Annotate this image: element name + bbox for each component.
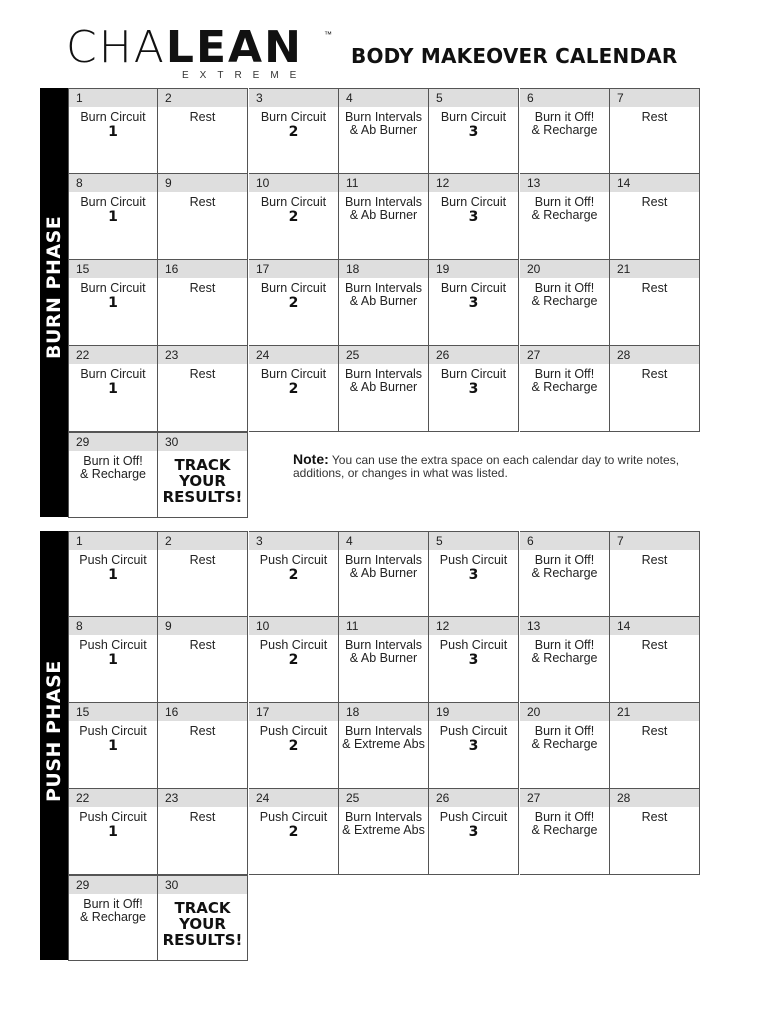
workout-name: Rest	[189, 553, 216, 567]
calendar-day-cell	[158, 174, 248, 260]
day-number: 15	[76, 262, 90, 276]
workout-name: Burn it Off! & Recharge	[531, 195, 598, 222]
calendar-day-cell	[429, 174, 519, 260]
day-number: 19	[436, 262, 450, 276]
day-number: 3	[256, 91, 263, 105]
calendar-day-cell	[249, 617, 339, 703]
calendar-day-cell	[339, 346, 429, 432]
circuit-number: 1	[108, 381, 118, 397]
calendar-day-cell	[429, 789, 519, 875]
day-number: 1	[76, 534, 83, 548]
circuit-number: 2	[288, 295, 299, 311]
day-number: 9	[165, 176, 172, 190]
workout-name: Burn Intervals & Ab Burner	[344, 110, 423, 137]
workout-name: Burn Intervals & Ab Burner	[344, 195, 423, 222]
note-text: You can use the extra space on each calendar day to write notes, additions, or changes in what was listed.	[293, 453, 680, 480]
day-number: 6	[527, 91, 534, 105]
circuit-number: 3	[468, 295, 479, 311]
workout-name: Rest	[641, 367, 668, 381]
workout-name: Push Circuit	[439, 638, 508, 652]
calendar-day-cell	[158, 88, 248, 174]
calendar-day-cell	[68, 703, 158, 789]
workout-name: Rest	[189, 195, 216, 209]
day-number: 7	[617, 91, 624, 105]
page-title: BODY MAKEOVER CALENDAR	[351, 44, 678, 68]
calendar-day-cell	[429, 703, 519, 789]
logo-wordmark-thin: CHA	[66, 22, 166, 73]
calendar-day-cell	[610, 346, 700, 432]
workout-name: Push Circuit	[439, 810, 508, 824]
calendar-day-cell	[339, 789, 429, 875]
calendar-day-cell	[610, 174, 700, 260]
day-number: 21	[617, 705, 631, 719]
workout-name: Burn it Off! & Recharge	[531, 810, 598, 837]
day-number: 25	[346, 348, 360, 362]
workout-name: Burn it Off! & Recharge	[531, 110, 598, 137]
circuit-number: 1	[108, 209, 118, 225]
circuit-number: 1	[108, 738, 118, 754]
day-number: 11	[346, 176, 359, 190]
day-number: 28	[617, 348, 631, 362]
workout-name: Burn Intervals & Ab Burner	[344, 367, 423, 394]
calendar-day-cell	[249, 703, 339, 789]
phase-sidebar	[40, 88, 68, 517]
workout-name: Burn Circuit	[260, 110, 327, 124]
workout-name: Burn Circuit	[80, 195, 146, 209]
day-number: 26	[436, 791, 450, 805]
day-number: 27	[527, 791, 541, 805]
workout-name: Burn Circuit	[440, 281, 507, 295]
workout-name: Push Circuit	[259, 638, 328, 652]
circuit-number: 2	[288, 567, 299, 583]
day-number: 14	[617, 176, 631, 190]
phase-sidebar	[40, 531, 68, 960]
workout-name: Burn it Off! & Recharge	[531, 553, 598, 580]
day-number: 19	[436, 705, 450, 719]
calendar-day-cell	[610, 531, 700, 617]
calendar-day-cell	[68, 432, 158, 518]
circuit-number: 3	[468, 567, 479, 583]
calendar-day-cell	[158, 432, 248, 518]
day-number: 3	[256, 534, 263, 548]
day-number: 30	[165, 878, 179, 892]
phase-label: PUSH PHASE	[43, 660, 65, 802]
day-number: 20	[527, 705, 541, 719]
logo-wordmark	[66, 22, 303, 73]
workout-name: Burn Circuit	[260, 281, 327, 295]
chalean-extreme-logo	[66, 22, 332, 84]
day-number: 10	[256, 619, 270, 633]
day-number: 17	[256, 705, 270, 719]
workout-name: Push Circuit	[439, 724, 508, 738]
day-number: 12	[436, 619, 450, 633]
day-number: 24	[256, 348, 270, 362]
calendar-day-cell	[429, 260, 519, 346]
calendar-day-cell	[610, 88, 700, 174]
workout-name: Rest	[641, 553, 668, 567]
calendar-day-cell	[610, 789, 700, 875]
calendar-day-cell	[68, 875, 158, 961]
circuit-number: 2	[288, 124, 299, 140]
calendar-day-cell	[339, 88, 429, 174]
workout-name: Rest	[641, 810, 668, 824]
day-number: 24	[256, 791, 270, 805]
workout-name: Rest	[641, 724, 668, 738]
workout-name: Burn it Off! & Recharge	[531, 367, 598, 394]
calendar-day-cell	[68, 531, 158, 617]
circuit-number: 1	[108, 124, 118, 140]
day-number: 11	[346, 619, 359, 633]
workout-name: Push Circuit	[259, 810, 328, 824]
track-results-text: TRACK YOUR RESULTS!	[162, 899, 243, 949]
day-number: 13	[527, 619, 541, 633]
calendar-day-cell	[339, 703, 429, 789]
calendar-day-cell	[520, 88, 610, 174]
calendar-day-cell	[610, 617, 700, 703]
calendar-day-cell	[249, 88, 339, 174]
day-number: 26	[436, 348, 450, 362]
day-number: 30	[165, 435, 179, 449]
day-number: 6	[527, 534, 534, 548]
calendar-day-cell	[158, 531, 248, 617]
workout-name: Push Circuit	[79, 553, 147, 567]
logo-trademark: ™	[324, 30, 332, 39]
circuit-number: 3	[468, 209, 479, 225]
workout-name: Burn Circuit	[80, 281, 146, 295]
day-number: 15	[76, 705, 90, 719]
workout-name: Burn it Off! & Recharge	[531, 281, 598, 308]
circuit-number: 3	[468, 124, 479, 140]
calendar-day-cell	[520, 531, 610, 617]
circuit-number: 1	[108, 295, 118, 311]
day-number: 2	[165, 91, 172, 105]
day-number: 4	[346, 91, 353, 105]
day-number: 4	[346, 534, 353, 548]
workout-name: Rest	[189, 110, 216, 124]
day-number: 28	[617, 791, 631, 805]
calendar-day-cell	[520, 703, 610, 789]
workout-name: Rest	[641, 638, 668, 652]
workout-name: Push Circuit	[79, 724, 147, 738]
workout-name: Push Circuit	[79, 638, 147, 652]
workout-name: Push Circuit	[79, 810, 147, 824]
workout-name: Burn Intervals & Ab Burner	[344, 638, 423, 665]
day-number: 22	[76, 791, 90, 805]
day-number: 22	[76, 348, 90, 362]
workout-name: Burn Circuit	[440, 195, 507, 209]
day-number: 20	[527, 262, 541, 276]
circuit-number: 3	[468, 652, 479, 668]
calendar-day-cell	[68, 617, 158, 703]
day-number: 5	[436, 91, 443, 105]
circuit-number: 3	[468, 824, 479, 840]
workout-name: Burn Circuit	[260, 367, 327, 381]
workout-name: Burn Intervals & Ab Burner	[344, 281, 423, 308]
workout-name: Burn it Off! & Recharge	[79, 454, 146, 481]
calendar-day-cell	[520, 260, 610, 346]
calendar-day-cell	[249, 174, 339, 260]
circuit-number: 2	[288, 738, 299, 754]
calendar-day-cell	[429, 531, 519, 617]
workout-name: Push Circuit	[259, 553, 328, 567]
circuit-number: 2	[288, 824, 299, 840]
day-number: 10	[256, 176, 270, 190]
day-number: 1	[76, 91, 83, 105]
day-number: 17	[256, 262, 270, 276]
workout-name: Burn Circuit	[80, 110, 146, 124]
workout-name: Rest	[189, 638, 216, 652]
calendar-day-cell	[158, 703, 248, 789]
calendar-day-cell	[68, 174, 158, 260]
day-number: 8	[76, 176, 83, 190]
day-number: 27	[527, 348, 541, 362]
calendar-day-cell	[339, 531, 429, 617]
calendar-day-cell	[520, 617, 610, 703]
calendar-day-cell	[158, 617, 248, 703]
day-number: 23	[165, 348, 179, 362]
workout-name: Burn it Off! & Recharge	[79, 897, 146, 924]
calendar-day-cell	[249, 531, 339, 617]
workout-name: Rest	[189, 724, 216, 738]
calendar-day-cell	[68, 88, 158, 174]
day-number: 23	[165, 791, 179, 805]
workout-name: Rest	[641, 195, 668, 209]
day-number: 7	[617, 534, 624, 548]
calendar-day-cell	[429, 88, 519, 174]
workout-name: Push Circuit	[439, 553, 508, 567]
workout-name: Rest	[189, 281, 216, 295]
day-number: 12	[436, 176, 450, 190]
circuit-number: 2	[288, 652, 299, 668]
workout-name: Burn Circuit	[80, 367, 146, 381]
workout-name: Push Circuit	[259, 724, 328, 738]
workout-name: Burn Intervals & Ab Burner	[344, 553, 423, 580]
day-number: 21	[617, 262, 631, 276]
day-number: 9	[165, 619, 172, 633]
calendar-day-cell	[158, 875, 248, 961]
circuit-number: 3	[468, 381, 479, 397]
track-results-text: TRACK YOUR RESULTS!	[162, 456, 243, 506]
circuit-number: 1	[108, 567, 118, 583]
workout-name: Rest	[641, 281, 668, 295]
calendar-day-cell	[339, 617, 429, 703]
workout-name: Burn Circuit	[260, 195, 327, 209]
workout-name: Burn Intervals & Extreme Abs	[342, 724, 425, 751]
day-number: 29	[76, 435, 90, 449]
note-label: Note:	[293, 451, 329, 467]
day-number: 14	[617, 619, 631, 633]
calendar-day-cell	[429, 617, 519, 703]
workout-name: Rest	[189, 367, 216, 381]
day-number: 16	[165, 262, 179, 276]
calendar-day-cell	[249, 260, 339, 346]
logo-wordmark-thick: LEAN	[165, 22, 303, 73]
circuit-number: 2	[288, 209, 299, 225]
workout-name: Burn Circuit	[440, 110, 507, 124]
workout-name: Burn it Off! & Recharge	[531, 724, 598, 751]
day-number: 16	[165, 705, 179, 719]
calendar-day-cell	[339, 174, 429, 260]
circuit-number: 2	[288, 381, 299, 397]
workout-name: Burn it Off! & Recharge	[531, 638, 598, 665]
calendar-day-cell	[68, 260, 158, 346]
day-number: 13	[527, 176, 541, 190]
circuit-number: 1	[108, 652, 118, 668]
day-number: 18	[346, 705, 360, 719]
logo-subtitle: EXTREME	[182, 70, 308, 81]
day-number: 18	[346, 262, 360, 276]
calendar-day-cell	[520, 789, 610, 875]
day-number: 8	[76, 619, 83, 633]
workout-name: Burn Circuit	[440, 367, 507, 381]
calendar-day-cell	[249, 346, 339, 432]
day-number: 25	[346, 791, 360, 805]
calendar-day-cell	[610, 703, 700, 789]
calendar-day-cell	[520, 346, 610, 432]
calendar-day-cell	[68, 789, 158, 875]
workout-name: Burn Intervals & Extreme Abs	[342, 810, 425, 837]
calendar-day-cell	[249, 789, 339, 875]
calendar-day-cell	[610, 260, 700, 346]
circuit-number: 3	[468, 738, 479, 754]
workout-name: Rest	[641, 110, 668, 124]
calendar-day-cell	[158, 789, 248, 875]
day-number: 29	[76, 878, 90, 892]
calendar-day-cell	[520, 174, 610, 260]
calendar-day-cell	[158, 260, 248, 346]
calendar-day-cell	[429, 346, 519, 432]
circuit-number: 1	[108, 824, 118, 840]
calendar-day-cell	[339, 260, 429, 346]
day-number: 2	[165, 534, 172, 548]
calendar-day-cell	[68, 346, 158, 432]
phase-label: BURN PHASE	[43, 215, 65, 359]
page-header	[0, 0, 768, 86]
day-number: 5	[436, 534, 443, 548]
calendar-day-cell	[158, 346, 248, 432]
workout-name: Rest	[189, 810, 216, 824]
calendar-note	[293, 453, 713, 480]
